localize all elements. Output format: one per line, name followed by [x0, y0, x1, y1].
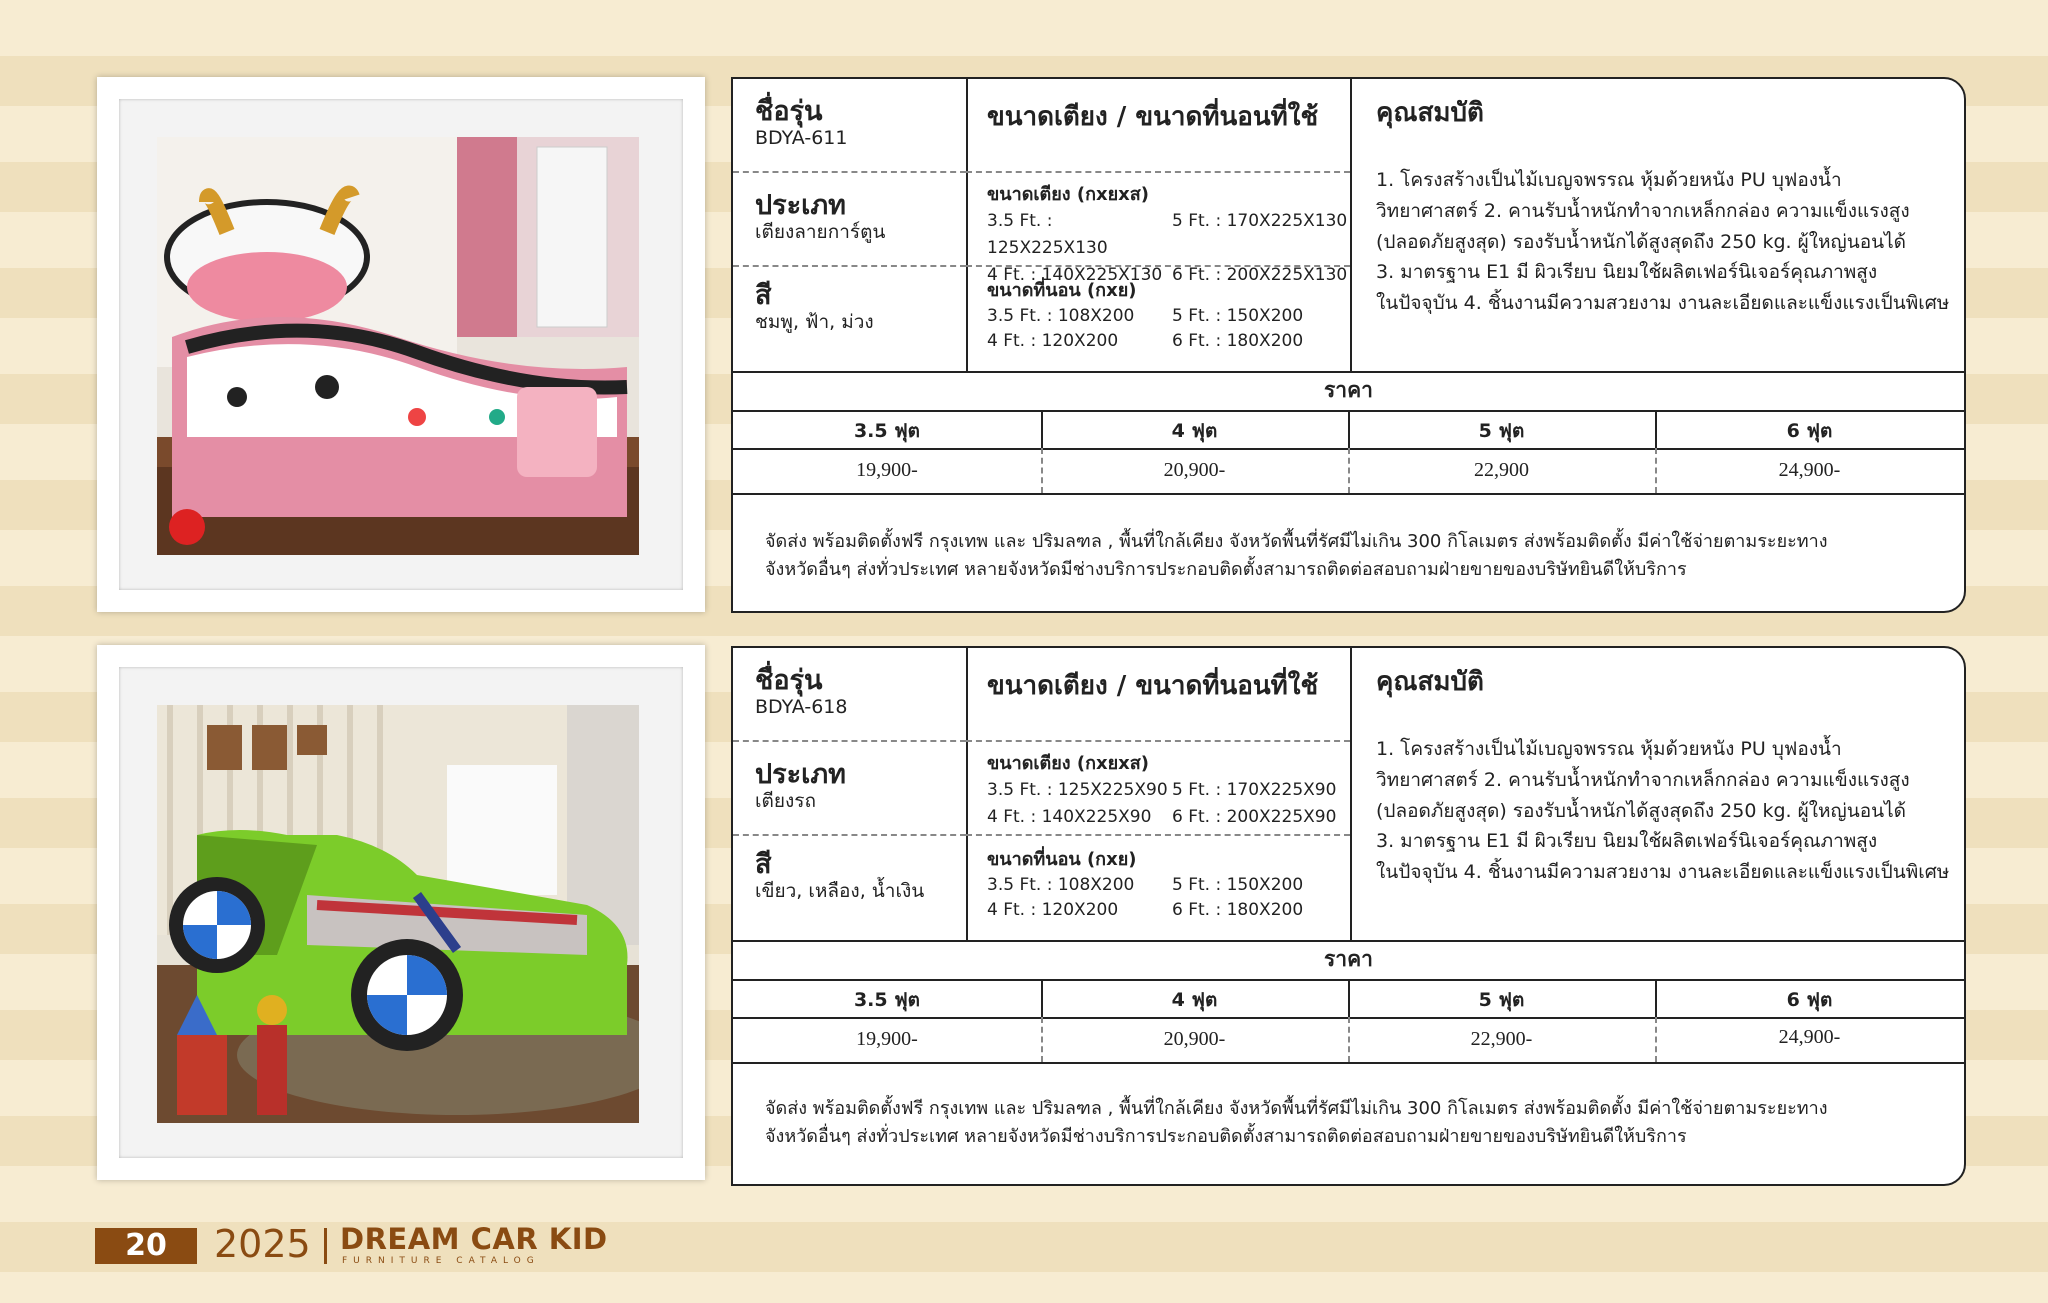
price-col-5ft: 5 ฟุต — [1478, 420, 1525, 442]
model-code: BDYA-618 — [755, 695, 848, 718]
mattress-size: 4 Ft. : 120X200 — [987, 899, 1119, 920]
delivery-note-line: จัดส่ง พร้อมติดตั้งฟรี กรุงเทพ และ ปริมลฑล , พื้นที่ใกล้เคียง จังหวัดพื้นที่รัศมีไม่เกิน 300 กิโลเมตร ส่งพร้อมติดตั้ง มีค่าใช้จ่ายตามระยะทาง — [765, 531, 1828, 552]
product-photo-frame — [97, 645, 705, 1180]
property-line: ในปัจจุบัน 4. ชิ้นงานมีความสวยงาม งานละเอียดและแข็งแรงเป็นพิเศษ — [1376, 861, 1950, 884]
mattress-size: 5 Ft. : 150X200 — [1172, 875, 1304, 895]
color-label: สี — [755, 849, 772, 880]
cow-bed-photo — [157, 137, 639, 555]
model-code: BDYA-611 — [755, 126, 848, 149]
product-spec-card — [731, 77, 1966, 613]
price-col-3-5ft: 3.5 ฟุต — [853, 420, 921, 442]
mattress-size: 6 Ft. : 180X200 — [1172, 330, 1304, 351]
bed-size: 5 Ft. : 170X225X130 — [1172, 211, 1348, 231]
properties-list — [1376, 165, 1951, 319]
type-value: เตียงรถ — [755, 789, 816, 812]
properties-list — [1376, 734, 1951, 888]
catalog-year: 2025 — [214, 1222, 311, 1266]
mattress-size-title: ขนาดที่นอน (กxย) — [987, 280, 1137, 301]
delivery-note — [765, 1095, 1945, 1151]
bed-size: 5 Ft. : 170X225X90 — [1172, 780, 1337, 800]
mattress-size: 3.5 Ft. : 108X200 — [987, 875, 1135, 895]
color-value: ชมพู, ฟ้า, ม่วง — [755, 310, 874, 333]
properties-header: คุณสมบัติ — [1376, 667, 1484, 697]
price-value: 24,900- — [1778, 1026, 1841, 1048]
price-value: 20,900- — [1163, 1028, 1226, 1050]
properties-header: คุณสมบัติ — [1376, 98, 1484, 128]
size-header: ขนาดเตียง / ขนาดที่นอนที่ใช้ — [987, 671, 1319, 701]
price-col-4ft: 4 ฟุต — [1171, 989, 1218, 1011]
bed-size-title: ขนาดเตียง (กxยxส) — [987, 184, 1149, 205]
type-value: เตียงลายการ์ตูน — [755, 220, 886, 243]
bed-size: 4 Ft. : 140X225X130 — [987, 265, 1163, 286]
price-header: ราคา — [1324, 378, 1373, 402]
price-value: 20,900- — [1163, 459, 1226, 481]
price-header: ราคา — [1324, 947, 1373, 971]
brand-name: DREAM CAR KID — [340, 1222, 608, 1256]
price-value: 24,900- — [1778, 459, 1841, 481]
bed-size: 6 Ft. : 200X225X90 — [1172, 807, 1337, 828]
bed-size: 4 Ft. : 140X225X90 — [987, 807, 1152, 828]
price-col-5ft: 5 ฟุต — [1478, 989, 1525, 1011]
delivery-note-line: จังหวัดอื่นๆ ส่งทั่วประเทศ หลายจังหวัดมีช่างบริการประกอบติดตั้งสามารถติดต่อสอบถามฝ่ายขายของบริษัทยินดีให้บริการ — [765, 558, 1687, 580]
mattress-size: 4 Ft. : 120X200 — [987, 330, 1119, 351]
property-line: วิทยาศาสตร์ 2. คานรับน้ำหนักทำจากเหล็กกล่อง ความแข็งแรงสูง — [1376, 199, 1910, 222]
property-line: 3. มาตรฐาน E1 มี ผิวเรียบ นิยมใช้ผลิตเฟอร์นิเจอร์คุณภาพสูง — [1376, 261, 1878, 284]
bed-size: 6 Ft. : 200X225X130 — [1172, 265, 1348, 286]
property-line: (ปลอดภัยสูงสุด) รองรับน้ำหนักได้สูงสุดถึง 250 kg. ผู้ใหญ่นอนได้ — [1376, 799, 1906, 822]
price-value: 19,900- — [856, 459, 918, 481]
car-bed-photo — [157, 705, 639, 1123]
mattress-size: 3.5 Ft. : 108X200 — [987, 306, 1135, 326]
product-spec-card — [731, 646, 1966, 1186]
delivery-note-line: จังหวัดอื่นๆ ส่งทั่วประเทศ หลายจังหวัดมีช่างบริการประกอบติดตั้งสามารถติดต่อสอบถามฝ่ายขายของบริษัทยินดีให้บริการ — [765, 1125, 1687, 1147]
color-label: สี — [755, 280, 772, 311]
size-header: ขนาดเตียง / ขนาดที่นอนที่ใช้ — [987, 102, 1319, 132]
bed-size: 3.5 Ft. : 125X225X90 — [987, 780, 1168, 800]
page-number: 20 — [95, 1228, 197, 1264]
model-label: ชื่อรุ่น — [755, 96, 823, 127]
property-line: 1. โครงสร้างเป็นไม้เบญจพรรณ หุ้มด้วยหนัง PU บุฟองน้ำ — [1376, 738, 1842, 760]
bed-size: 3.5 Ft. : 125X225X130 — [987, 211, 1108, 259]
footer-divider — [324, 1228, 327, 1264]
price-col-6ft: 6 ฟุต — [1786, 420, 1833, 442]
property-line: 3. มาตรฐาน E1 มี ผิวเรียบ นิยมใช้ผลิตเฟอร์นิเจอร์คุณภาพสูง — [1376, 830, 1878, 853]
mattress-size: 6 Ft. : 180X200 — [1172, 899, 1304, 920]
price-value: 22,900- — [1470, 1028, 1533, 1050]
price-col-6ft: 6 ฟุต — [1786, 989, 1833, 1011]
mattress-size-title: ขนาดที่นอน (กxย) — [987, 849, 1137, 870]
price-value: 22,900 — [1474, 459, 1529, 481]
delivery-note — [765, 528, 1945, 584]
mattress-size: 5 Ft. : 150X200 — [1172, 306, 1304, 326]
delivery-note-line: จัดส่ง พร้อมติดตั้งฟรี กรุงเทพ และ ปริมลฑล , พื้นที่ใกล้เคียง จังหวัดพื้นที่รัศมีไม่เกิน 300 กิโลเมตร ส่งพร้อมติดตั้ง มีค่าใช้จ่ายตามระยะทาง — [765, 1098, 1828, 1119]
property-line: 1. โครงสร้างเป็นไม้เบญจพรรณ หุ้มด้วยหนัง PU บุฟองน้ำ — [1376, 169, 1842, 191]
product-photo-frame — [97, 77, 705, 612]
brand-subtitle: FURNITURE CATALOG — [342, 1256, 540, 1266]
color-value: เขียว, เหลือง, น้ำเงิน — [755, 879, 925, 902]
price-value: 19,900- — [856, 1028, 918, 1050]
type-label: ประเภท — [755, 190, 846, 221]
property-line: (ปลอดภัยสูงสุด) รองรับน้ำหนักได้สูงสุดถึง 250 kg. ผู้ใหญ่นอนได้ — [1376, 230, 1906, 253]
price-col-3-5ft: 3.5 ฟุต — [853, 989, 921, 1011]
price-col-4ft: 4 ฟุต — [1171, 420, 1218, 442]
property-line: วิทยาศาสตร์ 2. คานรับน้ำหนักทำจากเหล็กกล่อง ความแข็งแรงสูง — [1376, 768, 1910, 791]
property-line: ในปัจจุบัน 4. ชิ้นงานมีความสวยงาม งานละเอียดและแข็งแรงเป็นพิเศษ — [1376, 292, 1950, 315]
type-label: ประเภท — [755, 759, 846, 790]
model-label: ชื่อรุ่น — [755, 665, 823, 696]
bed-size-title: ขนาดเตียง (กxยxส) — [987, 753, 1149, 774]
